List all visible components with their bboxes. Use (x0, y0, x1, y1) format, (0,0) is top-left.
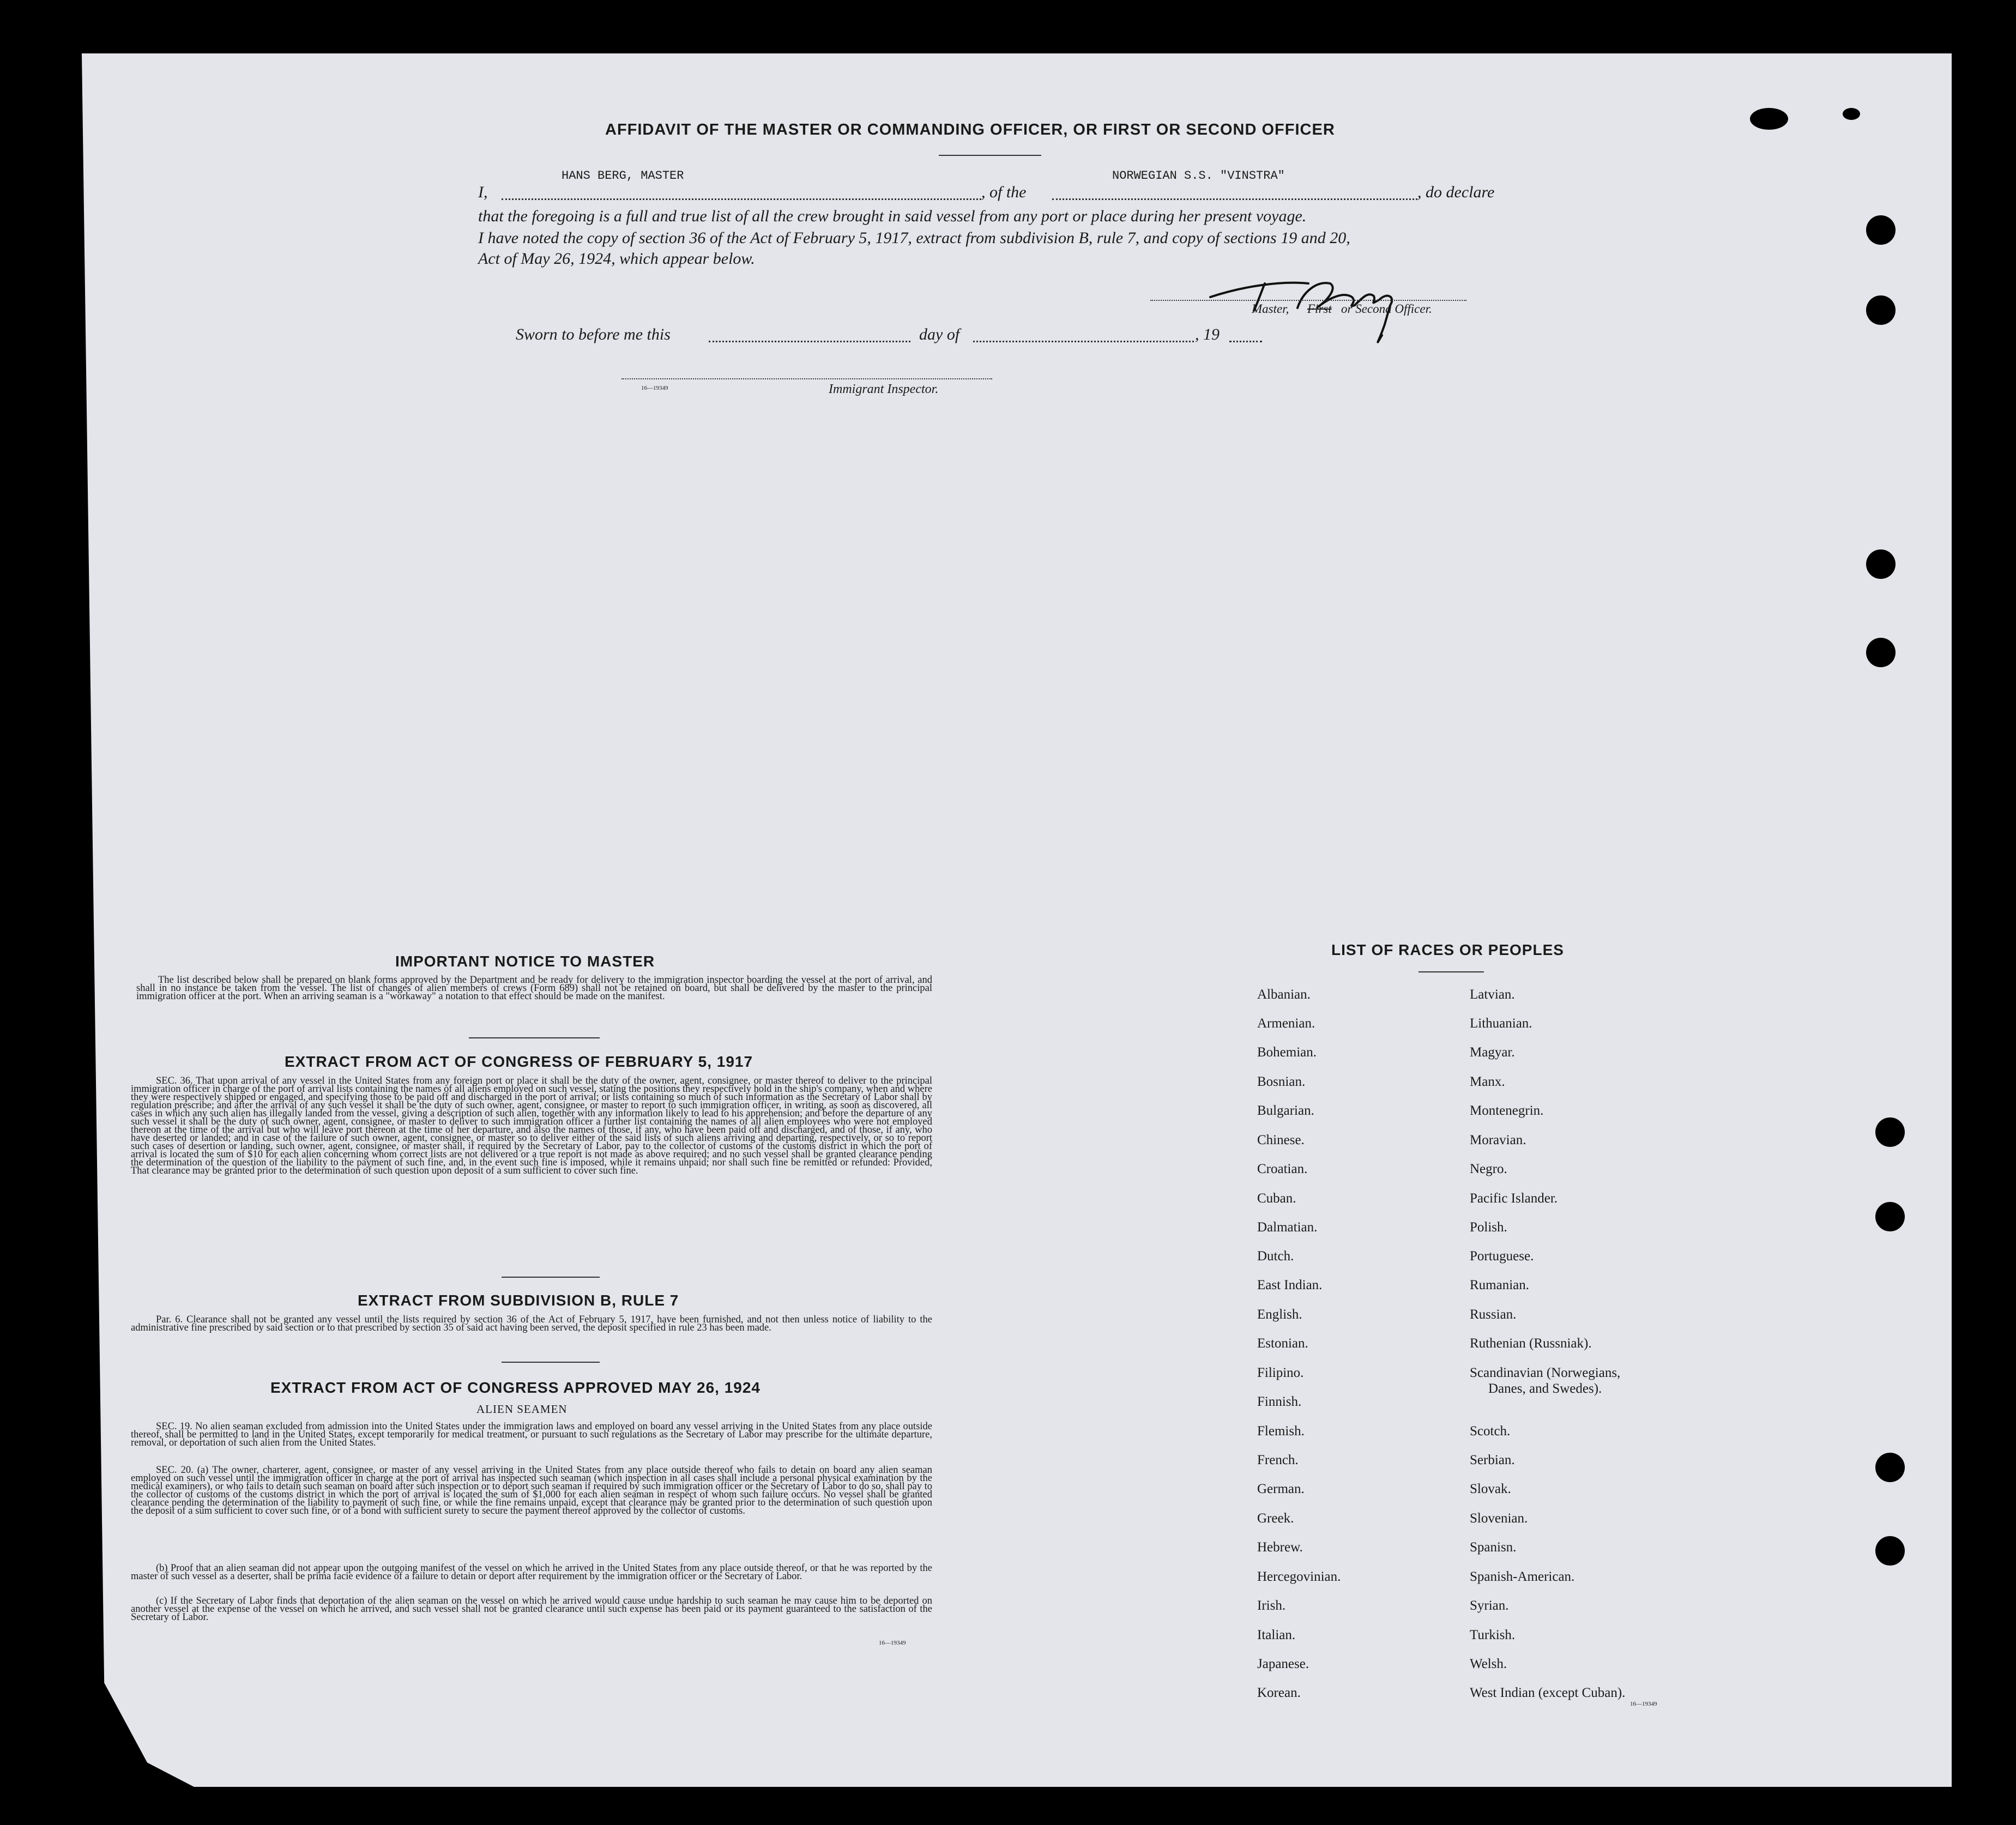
race-item: Magyar. (1470, 1045, 1515, 1060)
punch-hole (1875, 1202, 1905, 1231)
affidavit-do-declare: , do declare (1417, 183, 1495, 201)
race-item: Hercegovinian. (1257, 1569, 1341, 1584)
affidavit-line-4: Act of May 26, 1924, which appear below. (478, 250, 755, 268)
punch-hole (1866, 638, 1896, 667)
race-item: Dalmatian. (1257, 1220, 1318, 1235)
immigrant-inspector-label: Immigrant Inspector. (829, 382, 939, 396)
divider (502, 1362, 600, 1363)
signature-line (1150, 300, 1466, 301)
extract-rule7-body: Par. 6. Clearance shall not be granted any vessel until the lists required by section 36 of the Act of February 5, 1917, have been furnished, and not then unless notice of liability to the administrative fine prescribed by said section or to that prescribed by section 35 of said act having been served, the deposit specified in rule 23 has been made. (131, 1314, 932, 1333)
punch-hole (1875, 1117, 1905, 1147)
race-item: Slovak. (1470, 1482, 1511, 1496)
race-item: Croatian. (1257, 1162, 1308, 1176)
signature-caption-master: Master, (1252, 302, 1289, 316)
race-item: Portuguese. (1470, 1249, 1534, 1264)
extract-1924-sec20b: (b) Proof that an alien seaman did not appear upon the outgoing manifest of the vessel on which he arrived in the United States from any place outside thereof, or that he was reported by the master of such vessel as a deserter, shall be prima facie evidence of a failure to detain or deport after requirement by the immigration officer or the Secretary of Labor. (131, 1563, 932, 1582)
notice-body: The list described below shall be prepared on blank forms approved by the Department and be ready for delivery to the immigration inspector boarding the vessel at the port of arrival, and shall in no instance be taken from the vessel. The list of changes of alien members of crews (Form 689) shall not be retained on board, but shall be delivered by the master to the principal immigration officer at the port. When an arriving seaman is a "workaway" a notation to that effect should be made on the manifest. (136, 975, 932, 1002)
affidavit-heading: AFFIDAVIT OF THE MASTER OR COMMANDING OFFICER, OR FIRST OR SECOND OFFICER (605, 121, 1335, 138)
race-item: French. (1257, 1453, 1299, 1467)
race-item: German. (1257, 1482, 1305, 1496)
sworn-label: Sworn to before me this (516, 325, 671, 343)
divider (469, 1037, 600, 1038)
race-item: Welsh. (1470, 1657, 1507, 1671)
race-item: Lithuanian. (1470, 1016, 1532, 1031)
race-item: Bosnian. (1257, 1074, 1306, 1089)
punch-hole (1866, 549, 1896, 579)
month-line (973, 341, 1194, 342)
race-item: Rumanian. (1470, 1278, 1530, 1292)
race-item: Manx. (1470, 1074, 1505, 1089)
affidavit-of-the: , of the (981, 183, 1027, 201)
extract-1917-body: SEC. 36. That upon arrival of any vessel in the United States from any foreign port or place it shall be the duty of the owner, agent, consignee, or master thereof to deliver to the principal immigration officer in charge of the port of arrival lists containing the names of all aliens employed on such vessel, stating the positions they respectively hold in the ship's company, when and where they were respectively shipped or engaged, and specifying those to be paid off and discharged in the port of arrival; or lists containing so much of such information as the Secretary of Labor shall by regulation prescribe; and after the arrival of any such vessel it shall be the duty of such owner, agent, consignee, or master to report to such immigration officer, in writing, as soon as discovered, all cases in which any such alien has illegally landed from the vessel, giving a description of such alien, together with any information likely to lead to his apprehension; and before the departure of any such vessel it shall be the duty of such owner, agent, consignee, or master to deliver to such immigration officer a further list containing the names of all alien employees who were not employed thereon at the time of the arrival but who will leave port thereon at the time of her departure, and also the names of those, if any, who have been paid off and discharged, and of those, if any, who have deserted or landed; and in case of the failure of such owner, agent, consignee, or master so to deliver either of the said lists of such aliens arriving and departing, respectively, or so to report such cases of desertion or landing, such owner, agent, consignee, or master shall, if required by the Secretary of Labor, pay to the collector of customs of the customs district in which the port of arrival is located the sum of $10 for each alien concerning whom correct lists are not delivered or a true report is not made as above required; and no such vessel shall be granted clearance pending the determination of the question of the liability to the payment of such fine, and, in the event such fine is imposed, while it remains unpaid; nor shall such fine be remitted or refunded: Provided, That clearance may be granted prior to the determination of such question upon deposit of a sum sufficient to cover such fine. (131, 1075, 932, 1176)
race-item: Montenegrin. (1470, 1103, 1544, 1118)
race-item: Cuban. (1257, 1191, 1296, 1206)
divider (502, 1277, 600, 1278)
sworn-date-line (709, 341, 910, 342)
extract-1924-sec20a: SEC. 20. (a) The owner, charterer, agent, consignee, or master of any vessel arriving in the United States from any place outside thereof who fails to detain on board any alien seaman employed on such vessel until the immigration officer in charge at the port of arrival has inspected such seaman (which inspection in all cases shall include a personal physical examination by the medical examiners), or who fails to detain such seaman on board after such inspection or to deport such seaman if required by such immigration officer or the Secretary of Labor to do so, shall pay to the collector of customs of the customs district in which the port of arrival is located the sum of $1,000 for each alien seaman in respect of whom such failure occurs. No vessel shall be granted clearance pending the determination of the liability to payment of such fine, or while the fine remains unpaid, except that clearance may be granted prior to the determination of such question upon the deposit of a sum sufficient to cover such fine, or of a bond with sufficient surety to secure the payment thereof approved by the collector of customs. (131, 1465, 932, 1516)
race-item-continuation: Danes, and Swedes). (1488, 1381, 1602, 1396)
race-item: Scotch. (1470, 1424, 1511, 1439)
race-item: Armenian. (1257, 1016, 1315, 1031)
ink-blot (1750, 108, 1788, 130)
races-heading: LIST OF RACES OR PEOPLES (1331, 941, 1564, 958)
inspector-signature-line (621, 378, 992, 379)
year-label: , 19 (1195, 325, 1220, 343)
races-form-number: 16—19349 (1630, 1701, 1657, 1707)
race-item: Serbian. (1470, 1453, 1515, 1467)
extract-1917-heading: EXTRACT FROM ACT OF CONGRESS OF FEBRUARY 5, 1917 (285, 1053, 753, 1070)
race-item: Korean. (1257, 1685, 1301, 1700)
race-item: Albanian. (1257, 987, 1311, 1002)
day-of-label: day of (919, 325, 960, 343)
signature-caption-first: First (1307, 302, 1332, 316)
race-item: Scandinavian (Norwegians, (1470, 1365, 1621, 1380)
race-item: Irish. (1257, 1598, 1286, 1613)
extract-1924-heading: EXTRACT FROM ACT OF CONGRESS APPROVED MAY 26, 1924 (270, 1379, 760, 1396)
race-item: Latvian. (1470, 987, 1515, 1002)
race-item: Italian. (1257, 1628, 1296, 1642)
filled-name: HANS BERG, MASTER (562, 169, 684, 183)
punch-hole (1875, 1536, 1905, 1566)
divider (939, 155, 1041, 156)
form-number-small: 16—19349 (641, 385, 668, 391)
race-item: Negro. (1470, 1162, 1507, 1176)
divider (1419, 971, 1484, 972)
race-item: Moravian. (1470, 1133, 1526, 1147)
affidavit-line-3: I have noted the copy of section 36 of the Act of February 5, 1917, extract from subdivision B, rule 7, and copy of sections 19 and 20, (478, 229, 1350, 247)
form-number: 16—19349 (879, 1640, 906, 1646)
race-item: East Indian. (1257, 1278, 1323, 1292)
extract-1924-sec19: SEC. 19. No alien seaman excluded from admission into the United States under the immigration laws and employed on board any vessel arriving in the United States from any place outside thereof, shall be permitted to land in the United States, except temporarily for medical treatment, or pursuant to such regulations as the Secretary of Labor may prescribe for the ultimate departure, removal, or deportation of such alien from the United States. (131, 1421, 932, 1448)
race-item: Russian. (1470, 1307, 1517, 1322)
race-item: West Indian (except Cuban). (1470, 1685, 1626, 1700)
race-item: Finnish. (1257, 1394, 1302, 1409)
race-item: Pacific Islander. (1470, 1191, 1558, 1206)
vessel-field-line (1052, 198, 1417, 200)
race-item: Syrian. (1470, 1598, 1509, 1613)
race-item: Ruthenian (Russniak). (1470, 1336, 1592, 1351)
race-item: Polish. (1470, 1220, 1507, 1235)
extract-rule7-heading: EXTRACT FROM SUBDIVISION B, RULE 7 (358, 1292, 679, 1309)
race-item: Japanese. (1257, 1657, 1309, 1671)
extract-1924-sec20c: (c) If the Secretary of Labor finds that deportation of the alien seaman on the vessel on which he arrived would cause undue hardship to such seaman he may cause him to be deported on another vessel at the expense of the vessel on which he arrived, and such vessel shall not be granted clearance until such expense has been paid or its payment guaranteed to the satisfaction of the Secretary of Labor. (131, 1596, 932, 1623)
document-page (82, 53, 1952, 1787)
race-item: Filipino. (1257, 1365, 1304, 1380)
notice-heading: IMPORTANT NOTICE TO MASTER (395, 953, 655, 970)
punch-hole (1866, 215, 1896, 245)
name-field-line (502, 198, 981, 200)
alien-seamen-subheading: ALIEN SEAMEN (476, 1403, 568, 1416)
race-item: Estonian. (1257, 1336, 1308, 1351)
race-item: Flemish. (1257, 1424, 1305, 1439)
affidavit-line-2: that the foregoing is a full and true list of all the crew brought in said vessel from any port or place during her present voyage. (478, 207, 1307, 225)
punch-hole (1866, 295, 1896, 325)
race-item: Turkish. (1470, 1628, 1516, 1642)
race-item: Bulgarian. (1257, 1103, 1314, 1118)
race-item: English. (1257, 1307, 1302, 1322)
race-item: Dutch. (1257, 1249, 1294, 1264)
race-item: Bohemian. (1257, 1045, 1317, 1060)
race-item: Slovenian. (1470, 1511, 1528, 1526)
affidavit-i: I, (478, 183, 488, 201)
filled-vessel: NORWEGIAN S.S. "VINSTRA" (1112, 169, 1285, 183)
punch-hole (1875, 1453, 1905, 1482)
race-item: Spanish-American. (1470, 1569, 1575, 1584)
race-item: Spanisn. (1470, 1540, 1517, 1555)
race-item: Greek. (1257, 1511, 1294, 1526)
ink-blot (1843, 108, 1860, 120)
year-line (1229, 341, 1262, 342)
race-item: Chinese. (1257, 1133, 1305, 1147)
signature-caption-rest: or Second Officer. (1341, 302, 1432, 316)
race-item: Hebrew. (1257, 1540, 1303, 1555)
